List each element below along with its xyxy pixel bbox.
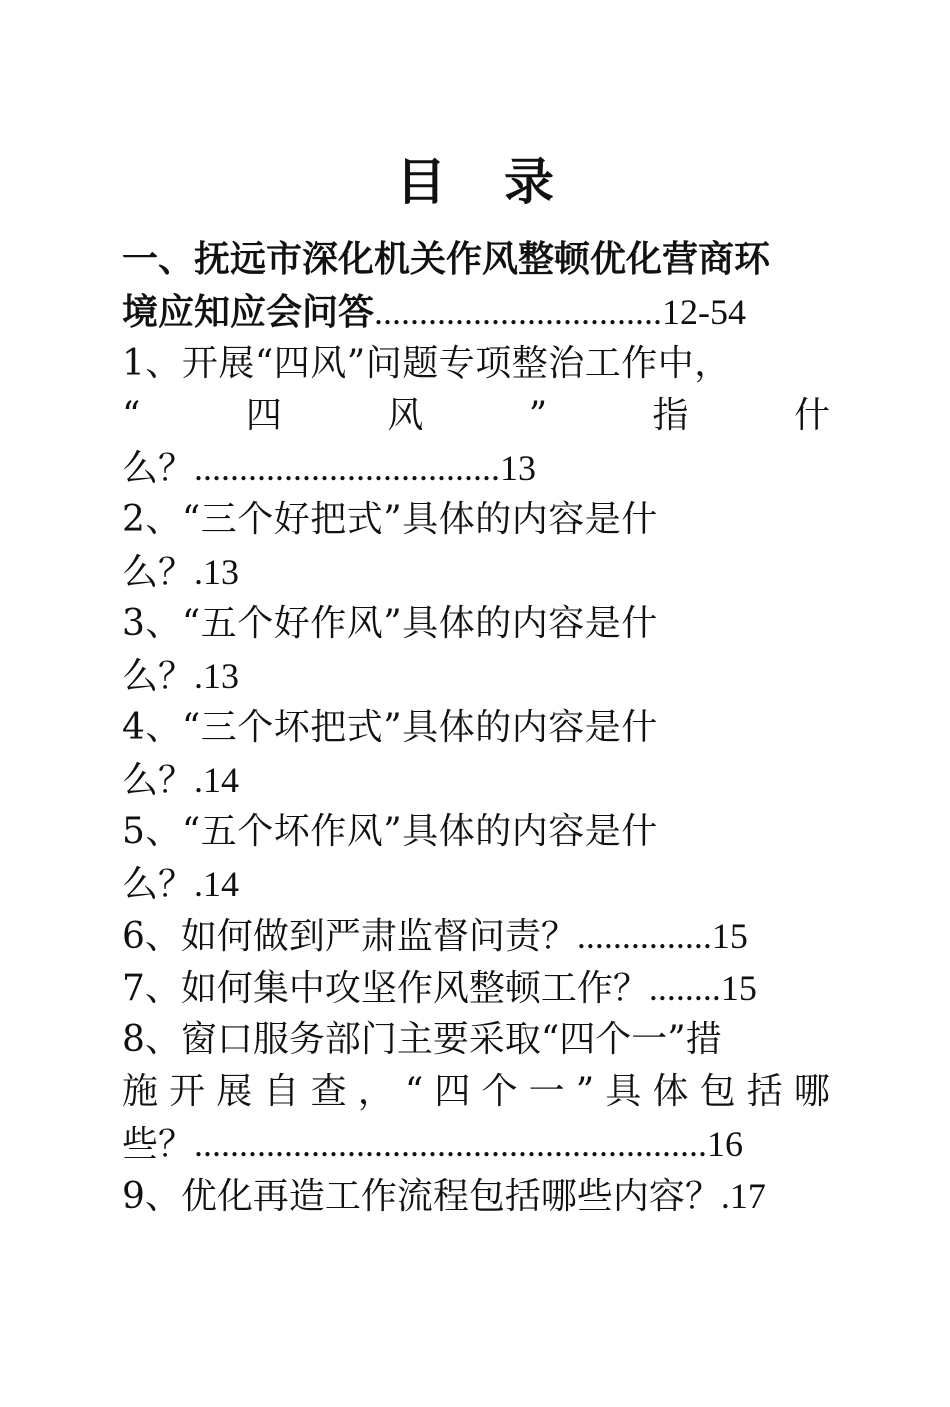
toc-item-4-line-1[interactable]	[122, 702, 830, 754]
toc-item-2-text-end: 么？	[122, 552, 195, 593]
toc-item-3-line-1[interactable]	[122, 598, 830, 650]
toc-item-1-char: 四	[245, 395, 282, 436]
title-char-1: 目	[396, 153, 446, 211]
page-title	[0, 142, 950, 222]
toc-item-6-text: 6、如何做到严肃监督问责？	[122, 916, 577, 957]
toc-item-4-line-2[interactable]	[122, 754, 830, 806]
toc-item-8-leader-dots: .........................................................	[194, 1124, 708, 1164]
title-char-2: 录	[504, 153, 554, 211]
toc-item-5-text: 5、“五个坏作风”具体的内容是什	[122, 811, 658, 852]
toc-item-8-char: 一	[528, 1071, 565, 1112]
toc-item-1-char: 什	[793, 395, 830, 436]
toc-item-1-line-1[interactable]	[122, 338, 830, 390]
toc-item-3-page: .13	[194, 656, 240, 696]
toc-item-8-text: 8、窗口服务部门主要采取“四个一”措	[122, 1019, 722, 1060]
toc-item-4-text-end: 么？	[122, 760, 195, 801]
toc-item-8-char: “	[404, 1071, 424, 1112]
toc-item-6-page: 15	[711, 916, 748, 956]
toc-item-1-char: 风	[387, 395, 424, 436]
toc-section-line-2[interactable]	[122, 286, 830, 338]
toc-item-3-line-2[interactable]	[122, 650, 830, 702]
toc-item-1-page: 13	[500, 448, 537, 488]
toc-item-8-char: 哪	[793, 1071, 830, 1112]
toc-item-6-leader-dots: ...............	[576, 916, 712, 956]
toc-item-1-text-end: 么？	[122, 448, 195, 489]
toc-item-7[interactable]	[122, 962, 830, 1014]
toc-item-8-char: ”	[575, 1071, 595, 1112]
toc-item-4-text: 4、“三个坏把式”具体的内容是什	[122, 707, 658, 748]
toc-item-8-char: 四	[434, 1071, 471, 1112]
toc-item-9[interactable]	[122, 1170, 830, 1222]
toc-item-8-page: 16	[707, 1124, 744, 1164]
toc-item-5-line-1[interactable]	[122, 806, 830, 858]
toc-item-9-page: .17	[720, 1176, 766, 1216]
toc-item-8-line-2[interactable]	[122, 1066, 830, 1118]
toc-item-1-char: 指	[652, 395, 689, 436]
toc-item-3-text-end: 么？	[122, 656, 195, 697]
toc-section-title-part-2: 境应知应会问答	[122, 292, 375, 333]
toc-item-1-text: 1、开展“四风”问题专项整治工作中，	[122, 343, 731, 384]
toc-item-7-leader-dots: ........	[648, 968, 721, 1008]
toc-item-7-text: 7、如何集中攻坚作风整顿工作？	[122, 968, 649, 1009]
toc-item-5-line-2[interactable]	[122, 858, 830, 910]
toc-item-2-line-1[interactable]	[122, 494, 830, 546]
toc-item-6[interactable]	[122, 910, 830, 962]
toc-item-3-text: 3、“五个好作风”具体的内容是什	[122, 603, 658, 644]
toc-item-8-char: 自	[263, 1071, 300, 1112]
toc-item-8-line-1[interactable]	[122, 1014, 830, 1066]
table-of-contents	[122, 234, 830, 1222]
toc-item-1-line-2[interactable]	[122, 390, 830, 442]
toc-item-8-char: 查	[310, 1071, 347, 1112]
toc-item-1-char: “	[122, 395, 141, 436]
toc-item-8-char: 体	[652, 1071, 689, 1112]
toc-item-1-char: ”	[528, 395, 548, 436]
toc-item-7-page: 15	[720, 968, 757, 1008]
toc-item-9-text: 9、优化再造工作流程包括哪些内容？	[122, 1176, 721, 1217]
toc-item-5-text-end: 么？	[122, 864, 195, 905]
toc-item-8-char: 施	[122, 1071, 159, 1112]
toc-item-8-line-3[interactable]	[122, 1118, 830, 1170]
toc-item-2-page: .13	[194, 552, 240, 592]
toc-item-8-text-end: 些？	[122, 1124, 195, 1165]
toc-section-page: 12-54	[662, 292, 747, 332]
toc-section-title-part-1: 一、抚远市深化机关作风整顿优化营商环	[122, 239, 771, 280]
toc-item-1-leader-dots: ..................................	[194, 448, 501, 488]
toc-item-4-page: .14	[194, 760, 240, 800]
toc-item-8-char: 包	[699, 1071, 736, 1112]
toc-item-8-char: 展	[216, 1071, 253, 1112]
toc-item-8-char: 开	[169, 1071, 206, 1112]
toc-item-8-char: 个	[481, 1071, 518, 1112]
toc-item-8-char: ，	[357, 1071, 394, 1112]
toc-item-8-char: 括	[746, 1071, 783, 1112]
toc-section-line-1[interactable]	[122, 234, 830, 286]
toc-section-leader-dots: ................................	[374, 292, 663, 332]
toc-item-1-line-3[interactable]	[122, 442, 830, 494]
toc-item-8-char: 具	[605, 1071, 642, 1112]
toc-item-5-page: .14	[194, 864, 240, 904]
toc-item-2-line-2[interactable]	[122, 546, 830, 598]
toc-item-2-text: 2、“三个好把式”具体的内容是什	[122, 499, 658, 540]
